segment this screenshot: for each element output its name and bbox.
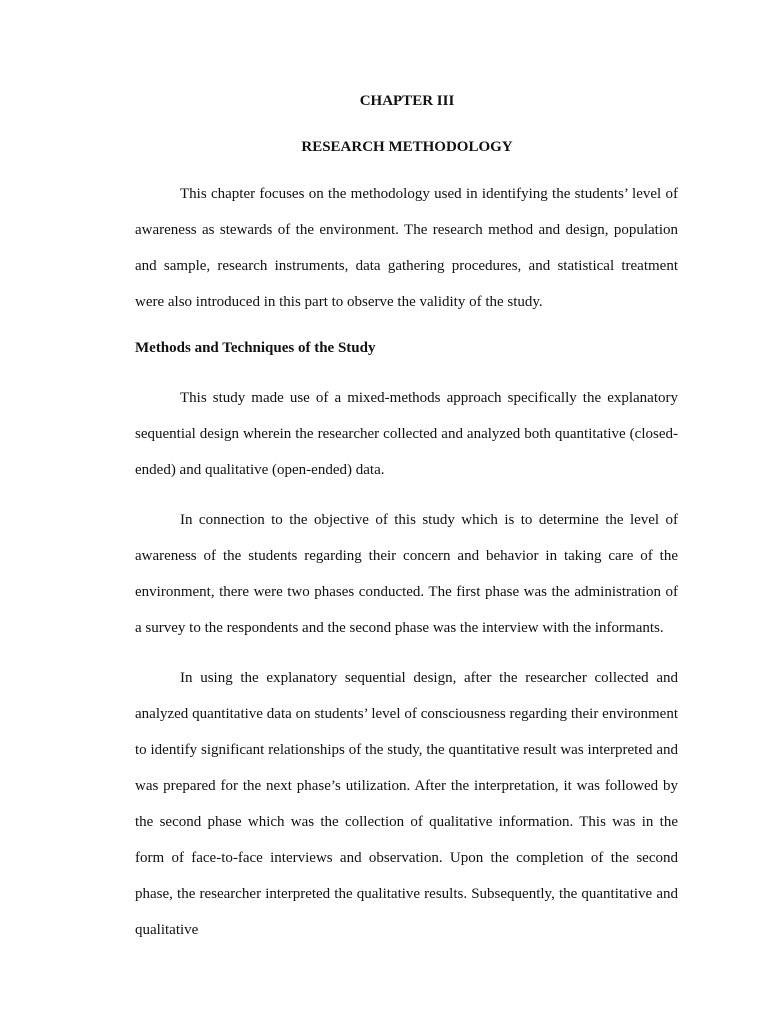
section-paragraph-2: In connection to the objective of this study which is to determine the level of awareness of the students regarding their concern and behavior in taking care of the environment, there were two phases conducted. The first phase was the administration of a survey to the respondents and the second phase was the interview with the informants.	[135, 512, 678, 636]
intro-paragraph: This chapter focuses on the methodology used in identifying the students’ level of awareness as stewards of the environment. The research method and design, population and sample, research instruments, data gathering procedures, and statistical treatment were also introduced in this part to observe the validity of the study.	[135, 186, 678, 310]
section-heading: Methods and Techniques of the Study	[135, 340, 376, 356]
chapter-number: CHAPTER III	[359, 93, 455, 109]
section-paragraph-3: In using the explanatory sequential design, after the researcher collected and analyzed quantitative data on students’ level of consciousness regarding their environment to identify significant relationships of the study, the quantitative result was interpreted and was prepared for the next phase’s utilization. After the interpretation, it was followed by the second phase which was the collection of qualitative information. This was in the form of face-to-face interviews and observation. Upon the completion of the second phase, the researcher interpreted the qualitative results. Subsequently, the quantitative and qualitative	[135, 670, 678, 938]
chapter-title: RESEARCH METHODOLOGY	[301, 139, 513, 155]
section-paragraph-1: This study made use of a mixed-methods approach specifically the explanatory sequential design wherein the researcher collected and analyzed both quantitative (closed-ended) and qualitative (open-ended) data.	[135, 390, 678, 478]
